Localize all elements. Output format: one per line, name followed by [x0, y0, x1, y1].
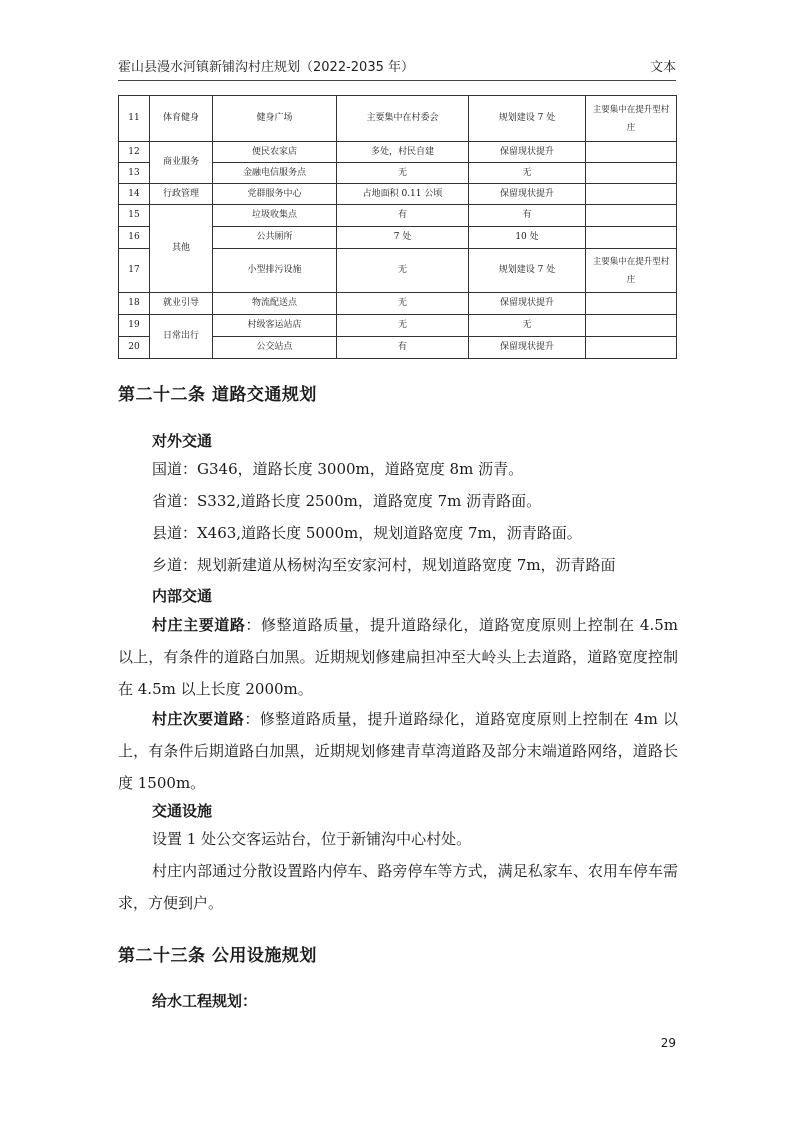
row-note: 主要集中在提升型村庄	[586, 249, 677, 293]
row-note: 主要集中在提升型村庄	[586, 96, 677, 142]
row-note	[586, 205, 677, 227]
row-category: 商业服务	[150, 142, 213, 184]
secondary-road-label: 村庄次要道路	[152, 710, 245, 728]
row-number: 19	[119, 315, 150, 337]
row-plan: 无	[469, 163, 586, 184]
header-doc-type: 文本	[649, 60, 676, 75]
secondary-road-text: ：修整道路质量，提升道路绿化，道路宽度原则上控制在 4m 以上，有条件后期道路白加黑，近期规划修建青草湾道路及部分末端道路网络，道路长度 1500m。	[118, 710, 678, 792]
row-plan: 保留现状提升	[469, 184, 586, 205]
traffic-facilities-heading: 交通设施	[152, 802, 213, 820]
row-number: 13	[119, 163, 150, 184]
table-row	[119, 293, 677, 315]
row-facility: 党群服务中心	[213, 184, 337, 205]
row-plan: 保留现状提升	[469, 142, 586, 163]
row-note	[586, 142, 677, 163]
table-row	[119, 142, 677, 163]
row-number: 17	[119, 249, 150, 293]
row-plan: 保留现状提升	[469, 293, 586, 315]
internal-traffic-heading: 内部交通	[152, 587, 213, 605]
county-road-paragraph: 县道：X463,道路长度 5000m，规划道路宽度 7m，沥青路面。	[152, 524, 582, 542]
row-category: 体育健身	[150, 96, 213, 142]
table-row	[119, 205, 677, 227]
row-plan: 规划建设 7 处	[469, 249, 586, 293]
row-facility: 便民农家店	[213, 142, 337, 163]
main-road-label: 村庄主要道路	[152, 616, 246, 634]
row-status: 多处，村民自建	[337, 142, 469, 163]
table-row	[119, 315, 677, 337]
row-number: 15	[119, 205, 150, 227]
row-facility: 小型排污设施	[213, 249, 337, 293]
row-note	[586, 163, 677, 184]
water-supply-heading: 给水工程规划：	[152, 992, 258, 1010]
row-note	[586, 315, 677, 337]
row-category: 其他	[150, 205, 213, 293]
row-status: 有	[337, 337, 469, 359]
header-divider	[118, 80, 676, 81]
secondary-road-paragraph	[118, 703, 678, 799]
row-facility: 健身广场	[213, 96, 337, 142]
parking-paragraph: 村庄内部通过分散设置路内停车、路旁停车等方式，满足私家车、农用车停车需求，方便到户。	[118, 862, 678, 912]
bus-station-paragraph: 设置 1 处公交客运站台，位于新铺沟中心村处。	[152, 830, 472, 848]
row-note	[586, 337, 677, 359]
row-status: 无	[337, 163, 469, 184]
row-facility: 公交站点	[213, 337, 337, 359]
row-note	[586, 293, 677, 315]
table-row	[119, 96, 677, 142]
row-status: 无	[337, 315, 469, 337]
row-number: 14	[119, 184, 150, 205]
page-number: 29	[660, 1036, 676, 1050]
section-22-heading: 第二十二条 道路交通规划	[118, 385, 317, 405]
row-category: 日常出行	[150, 315, 213, 359]
row-plan: 有	[469, 205, 586, 227]
row-plan: 保留现状提升	[469, 337, 586, 359]
provincial-road-paragraph: 省道：S332,道路长度 2500m，道路宽度 7m 沥青路面。	[152, 492, 542, 510]
section-23-heading: 第二十三条 公用设施规划	[118, 946, 317, 966]
row-plan: 规划建设 7 处	[469, 96, 586, 142]
table-row	[119, 184, 677, 205]
external-traffic-heading: 对外交通	[152, 432, 213, 450]
row-plan: 10 处	[469, 227, 586, 249]
row-facility: 垃圾收集点	[213, 205, 337, 227]
row-facility: 物流配送点	[213, 293, 337, 315]
row-facility: 金融电信服务点	[213, 163, 337, 184]
row-status: 无	[337, 249, 469, 293]
row-plan: 无	[469, 315, 586, 337]
row-number: 18	[119, 293, 150, 315]
row-status: 有	[337, 205, 469, 227]
main-road-text: ：修整道路质量，提升道路绿化，道路宽度原则上控制在 4.5m 以上，有条件的道路白加黑。近期规划修建扁担冲至大岭头上去道路，道路宽度控制在 4.5m 以上长度 2000m。	[118, 616, 678, 698]
row-status: 无	[337, 293, 469, 315]
page-header	[118, 52, 676, 76]
facilities-table	[118, 95, 677, 359]
national-road-paragraph: 国道：G346，道路长度 3000m，道路宽度 8m 沥青。	[152, 460, 524, 478]
row-number: 11	[119, 96, 150, 142]
row-note	[586, 227, 677, 249]
row-number: 16	[119, 227, 150, 249]
row-status: 占地面积 0.11 公顷	[337, 184, 469, 205]
row-status: 主要集中在村委会	[337, 96, 469, 142]
row-facility: 村级客运站店	[213, 315, 337, 337]
header-title: 霍山县漫水河镇新铺沟村庄规划（2022-2035 年）	[118, 60, 414, 75]
row-status: 7 处	[337, 227, 469, 249]
township-road-paragraph: 乡道：规划新建道从杨树沟至安家河村，规划道路宽度 7m，沥青路面	[152, 556, 616, 574]
row-number: 20	[119, 337, 150, 359]
row-note	[586, 184, 677, 205]
row-number: 12	[119, 142, 150, 163]
main-road-paragraph	[118, 609, 678, 705]
row-category: 行政管理	[150, 184, 213, 205]
row-category: 就业引导	[150, 293, 213, 315]
row-facility: 公共厕所	[213, 227, 337, 249]
